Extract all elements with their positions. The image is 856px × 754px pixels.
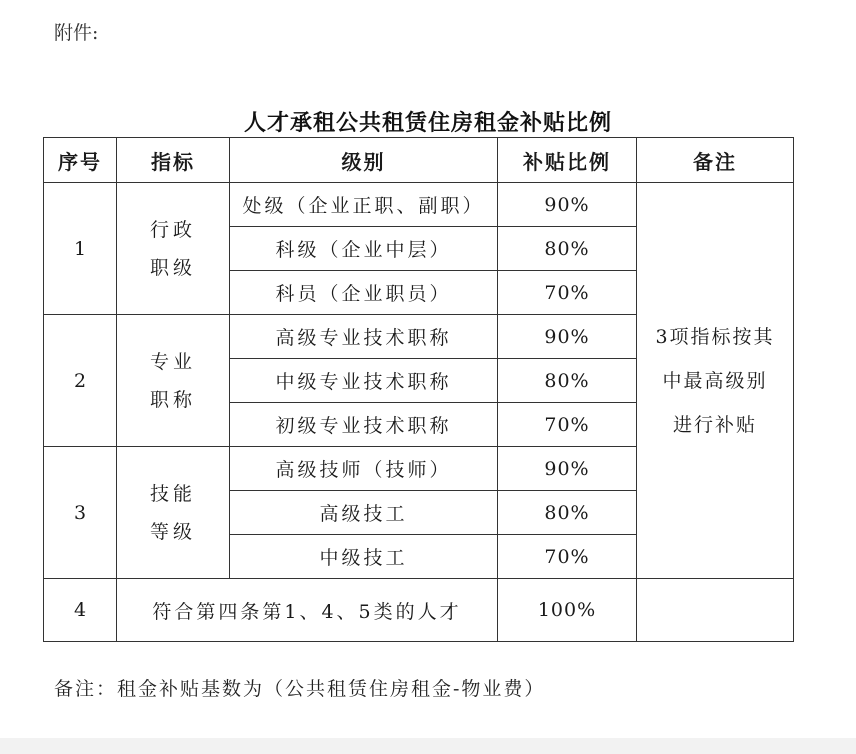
ratio-cell: 80% [498, 227, 637, 271]
document-title: 人才承租公共租赁住房租金补贴比例 [243, 110, 612, 136]
indicator-line: 技能 [149, 482, 196, 505]
indicator-line: 职级 [149, 256, 196, 279]
level-cell: 中级技工 [230, 535, 498, 579]
remark-cell-empty [637, 579, 794, 642]
header-seq: 序号 [44, 138, 117, 183]
seq-cell: 3 [44, 447, 117, 579]
indicator-cell [117, 447, 230, 579]
remark-line: 中最高级别 [662, 369, 768, 392]
ratio-cell: 80% [498, 359, 637, 403]
ratio-cell: 70% [498, 403, 637, 447]
ratio-cell: 90% [498, 315, 637, 359]
special-description-cell: 符合第四条第1、4、5类的人才 [117, 579, 498, 642]
ratio-cell: 90% [498, 447, 637, 491]
table-row [44, 579, 794, 642]
level-cell: 科员（企业职员） [230, 271, 498, 315]
level-cell: 高级专业技术职称 [230, 315, 498, 359]
level-cell: 高级技工 [230, 491, 498, 535]
page-bottom-band [0, 738, 856, 754]
subsidy-table [43, 137, 794, 642]
header-indicator: 指标 [117, 138, 230, 183]
level-cell: 初级专业技术职称 [230, 403, 498, 447]
remark-line: 进行补贴 [672, 413, 757, 436]
seq-cell: 1 [44, 183, 117, 315]
ratio-cell: 80% [498, 491, 637, 535]
level-cell: 科级（企业中层） [230, 227, 498, 271]
header-ratio: 补贴比例 [498, 138, 637, 183]
ratio-cell: 100% [498, 579, 637, 642]
indicator-line: 行政 [149, 218, 196, 241]
seq-cell: 4 [44, 579, 117, 642]
footnote: 备注：租金补贴基数为（公共租赁住房租金-物业费） [54, 678, 546, 700]
level-cell: 处级（企业正职、副职） [230, 183, 498, 227]
header-level: 级别 [230, 138, 498, 183]
table-row [44, 183, 794, 227]
table-header-row [44, 138, 794, 183]
attachment-label: 附件: [54, 22, 99, 44]
indicator-line: 等级 [149, 520, 196, 543]
remark-line: 3项指标按其 [655, 325, 775, 348]
indicator-cell [117, 183, 230, 315]
ratio-cell: 90% [498, 183, 637, 227]
seq-cell: 2 [44, 315, 117, 447]
header-remarks: 备注 [637, 138, 794, 183]
ratio-cell: 70% [498, 535, 637, 579]
level-cell: 高级技师（技师） [230, 447, 498, 491]
indicator-line: 职称 [149, 388, 196, 411]
remark-cell [637, 183, 794, 579]
ratio-cell: 70% [498, 271, 637, 315]
level-cell: 中级专业技术职称 [230, 359, 498, 403]
indicator-cell [117, 315, 230, 447]
indicator-line: 专业 [149, 350, 196, 373]
